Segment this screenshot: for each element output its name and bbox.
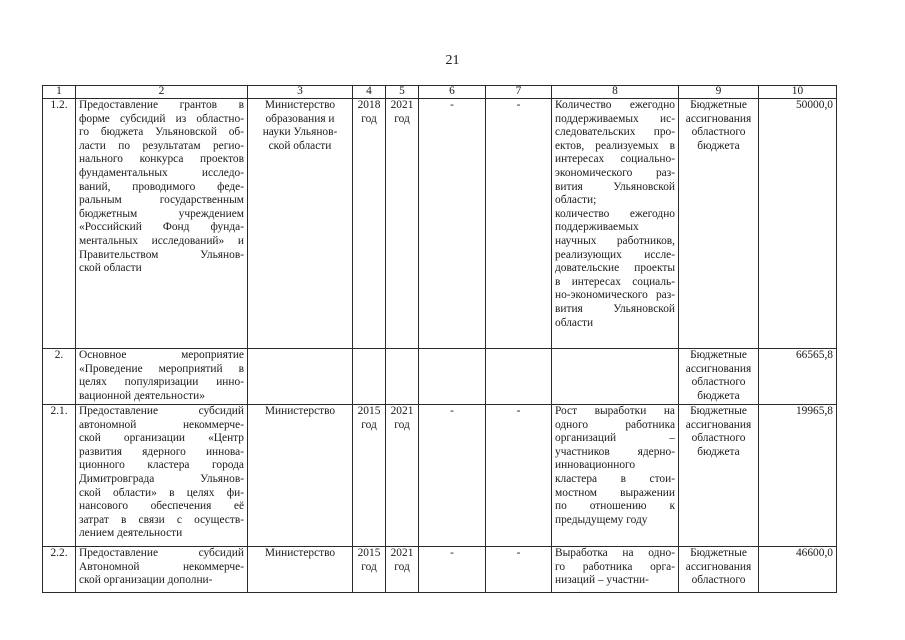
cell-line: ционного кластера города [79, 459, 244, 472]
cell-line: ской области [268, 139, 332, 152]
cell-line: год [361, 112, 377, 125]
cell-line: Количество ежегодно [555, 99, 675, 111]
table-row [43, 547, 837, 593]
cell-line: ской области» в целях фи- [79, 486, 244, 499]
cell-line: участников ядерно- [555, 445, 675, 458]
cell-line: ментальных исследований» и [79, 234, 244, 247]
amount-cell: 50000,0 [759, 99, 837, 349]
table-row [43, 349, 837, 405]
cell-line: вития Ульяновской [555, 180, 675, 193]
table-body [43, 86, 837, 593]
column-7-cell: - [486, 547, 552, 593]
cell-line: бюджета [697, 139, 740, 152]
cell-line: вития Ульяновской [555, 302, 675, 315]
cell-line: нального конкурса проектов [79, 153, 244, 166]
table-row [43, 405, 837, 547]
cell-line: Министерство [264, 547, 336, 559]
cell-line: Бюджетные [690, 405, 747, 417]
cell-line: областного [691, 376, 746, 389]
indicator-cell [552, 405, 679, 547]
cell-line: «Российский Фонд фунда- [79, 221, 244, 234]
cell-line: год [394, 112, 410, 125]
cell-line: экономического раз- [555, 166, 675, 179]
cell-line: инновационного [555, 459, 636, 472]
cell-line: по отношению к [555, 500, 675, 513]
row-number-cell: 2. [43, 349, 76, 405]
column-number: 7 [486, 86, 552, 99]
cell-line: Основное мероприятие [79, 349, 244, 361]
start-year-cell [353, 547, 386, 593]
cell-line: но-экономического раз- [555, 289, 675, 302]
cell-line: «Проведение мероприятий в [79, 362, 244, 375]
cell-line: ассигнования [685, 112, 752, 125]
cell-line: науки Ульянов- [262, 126, 338, 139]
cell-line: количество ежегодно [555, 207, 675, 220]
measures-table [42, 85, 837, 593]
column-number: 5 [386, 86, 419, 99]
executor-cell [248, 99, 353, 349]
cell-line: целях популяризации инно- [79, 376, 244, 389]
cell-line: 2021 [390, 547, 414, 559]
cell-line: 2018 [357, 99, 381, 111]
cell-line: ассигнования [685, 418, 752, 431]
cell-line: бюджета [697, 445, 740, 458]
cell-line: низаций – участни- [555, 574, 649, 587]
funding-source-cell [679, 547, 759, 593]
indicator-cell [552, 547, 679, 593]
page-number: 21 [445, 53, 460, 68]
cell-line: вационной деятельности» [79, 389, 205, 402]
executor-cell [248, 405, 353, 547]
cell-line: Правительством Ульянов- [79, 248, 244, 261]
cell-line: го работника орга- [555, 560, 675, 573]
start-year-cell [353, 405, 386, 547]
cell-line: год [361, 418, 377, 431]
column-number: 10 [759, 86, 837, 99]
column-6-cell [419, 349, 486, 405]
cell-line: Бюджетные [690, 547, 747, 559]
cell-line: мостном выражении [555, 486, 675, 499]
cell-line: областного [691, 432, 746, 445]
row-number-cell: 1.2. [43, 99, 76, 349]
column-number: 4 [353, 86, 386, 99]
cell-line: области [555, 316, 594, 329]
column-6-cell: - [419, 547, 486, 593]
column-7-cell: - [486, 99, 552, 349]
column-number: 8 [552, 86, 679, 99]
row-number-cell: 2.2. [43, 547, 76, 593]
column-number: 2 [76, 86, 248, 99]
cell-line: Бюджетные [690, 99, 747, 111]
cell-line: областного [691, 574, 746, 587]
funding-source-cell [679, 405, 759, 547]
cell-line: Димитровграда Ульянов- [79, 472, 244, 485]
cell-line: интересах социально- [555, 153, 675, 166]
cell-line: кластера в стои- [555, 472, 675, 485]
cell-line: ской организации дополни- [79, 574, 213, 587]
column-number: 3 [248, 86, 353, 99]
table-row [43, 99, 837, 349]
end-year-cell [386, 405, 419, 547]
column-6-cell: - [419, 405, 486, 547]
cell-line: Предоставление субсидий [79, 405, 244, 417]
cell-line: год [361, 560, 377, 573]
cell-line: одного работника [555, 418, 675, 431]
cell-line: го бюджета Ульяновской об- [79, 126, 244, 139]
cell-line: областного [691, 126, 746, 139]
cell-line: 2021 [390, 405, 414, 417]
end-year-cell [386, 349, 419, 405]
cell-line: ваний, проводимого феде- [79, 180, 244, 193]
description-cell [76, 405, 248, 547]
column-number-row [43, 86, 837, 99]
cell-line: Предоставление грантов в [79, 99, 244, 111]
cell-line: Министерство [264, 405, 336, 417]
cell-line: довательские проекты [555, 262, 675, 275]
cell-line: Автономной некоммерче- [79, 560, 244, 573]
cell-line: Предоставление субсидий [79, 547, 244, 559]
funding-source-cell [679, 349, 759, 405]
amount-cell: 46600,0 [759, 547, 837, 593]
column-6-cell: - [419, 99, 486, 349]
cell-line: образования и [265, 112, 335, 125]
cell-line: нансового обеспечения её [79, 500, 244, 513]
cell-line: Рост выработки на [555, 405, 675, 417]
cell-line: 2015 [357, 405, 381, 417]
start-year-cell [353, 349, 386, 405]
cell-line: форме субсидий из областно- [79, 112, 244, 125]
cell-line: бюджетным учреждением [79, 207, 244, 220]
cell-line: 2015 [357, 547, 381, 559]
end-year-cell [386, 99, 419, 349]
start-year-cell [353, 99, 386, 349]
cell-line: фундаментальных исследо- [79, 166, 244, 179]
cell-line: ассигнования [685, 362, 752, 375]
column-number: 9 [679, 86, 759, 99]
column-number: 1 [43, 86, 76, 99]
column-7-cell [486, 349, 552, 405]
cell-line: бюджета [697, 389, 740, 402]
cell-line: Выработка на одно- [555, 547, 675, 559]
cell-line: ской организации «Центр [79, 432, 244, 445]
description-cell [76, 547, 248, 593]
description-cell [76, 349, 248, 405]
cell-line: ектов, реализуемых в [555, 139, 675, 152]
amount-cell: 19965,8 [759, 405, 837, 547]
cell-line: в интересах социаль- [555, 275, 675, 288]
end-year-cell [386, 547, 419, 593]
cell-line: год [394, 560, 410, 573]
executor-cell [248, 547, 353, 593]
cell-line: затрат в связи с осуществ- [79, 513, 244, 526]
cell-line: год [394, 418, 410, 431]
funding-source-cell [679, 99, 759, 349]
cell-line: ральным государственным [79, 194, 244, 207]
description-cell [76, 99, 248, 349]
cell-line: ассигнования [685, 560, 752, 573]
indicator-cell [552, 99, 679, 349]
amount-cell: 66565,8 [759, 349, 837, 405]
cell-line: области; [555, 194, 597, 207]
cell-line: реализующих иссле- [555, 248, 675, 261]
cell-line: предыдущему году [555, 513, 648, 526]
cell-line: поддерживаемых ис- [555, 112, 675, 125]
column-number: 6 [419, 86, 486, 99]
cell-line: автономной некоммерче- [79, 418, 244, 431]
executor-cell [248, 349, 353, 405]
cell-line: ской области [79, 262, 142, 275]
column-7-cell: - [486, 405, 552, 547]
cell-line: Министерство [264, 99, 336, 111]
indicator-cell [552, 349, 679, 405]
cell-line: Бюджетные [690, 349, 747, 361]
cell-line: лением деятельности [79, 527, 183, 540]
cell-line: научных работников, [555, 234, 675, 247]
cell-line: 2021 [390, 99, 414, 111]
cell-line: организаций – [555, 432, 675, 445]
row-number-cell: 2.1. [43, 405, 76, 547]
cell-line: развития ядерного иннова- [79, 445, 244, 458]
cell-line: следовательских про- [555, 126, 675, 139]
cell-line: поддерживаемых [555, 221, 639, 234]
cell-line: ласти по результатам регио- [79, 139, 244, 152]
